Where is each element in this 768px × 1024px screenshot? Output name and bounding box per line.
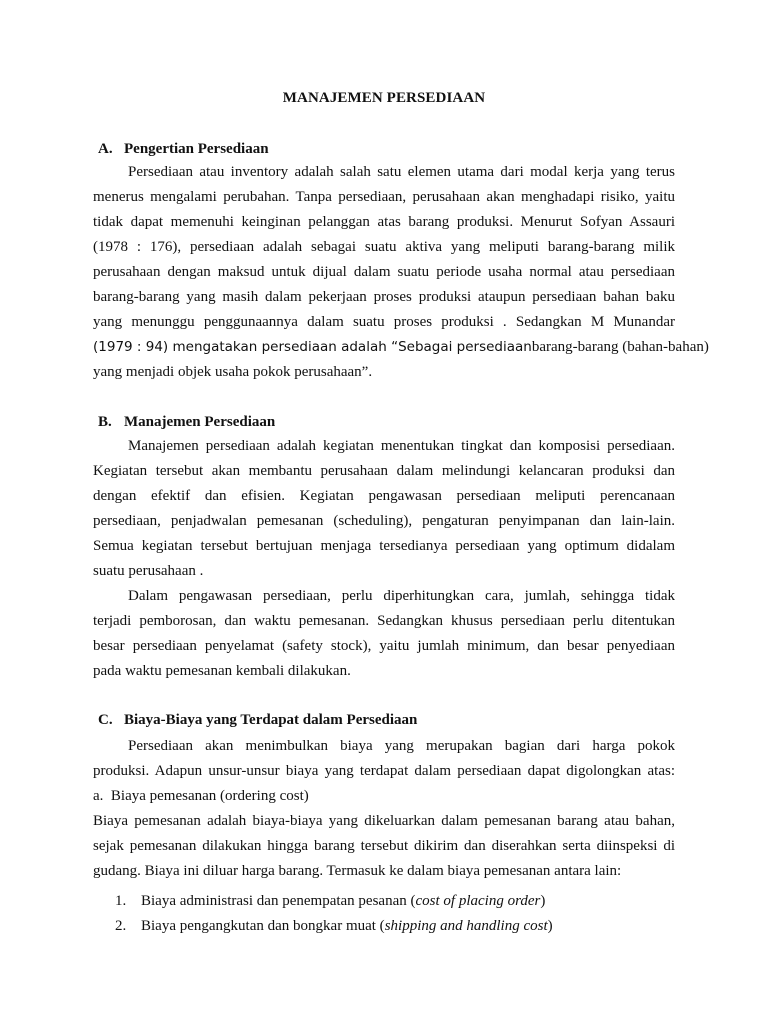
paragraph-line: Semua kegiatan tersebut bertujuan menjaga tersedianya persediaan yang optimum didalam xyxy=(93,538,675,554)
paragraph-line: Dalam pengawasan persediaan, perlu diperhitungkan cara, jumlah, sehingga tidak xyxy=(128,588,675,604)
document-title: MANAJEMEN PERSEDIAAN xyxy=(282,90,486,106)
paragraph-line: besar persediaan penyelamat (safety stock), yaitu jumlah minimum, dan besar penyediaan xyxy=(93,638,675,654)
paragraph-line: Biaya pemesanan adalah biaya-biaya yang dikeluarkan dalam pemesanan barang atau bahan, xyxy=(93,813,675,829)
paragraph-line: barang-barang yang masih dalam pekerjaan proses produksi ataupun persediaan bahan baku xyxy=(93,289,675,305)
list-emphasis: cost of placing order xyxy=(415,893,541,909)
paragraph-line: sejak pemesanan dilakukan hingga barang tersebut dikirim dan diserahkan serta diinspeksi di xyxy=(93,838,675,854)
section-c-title: Biaya-Biaya yang Terdapat dalam Persediaan xyxy=(124,712,418,728)
list-number: 2. xyxy=(115,918,127,934)
paragraph-line: Kegiatan tersebut akan membantu perusahaan dalam melindungi kelancaran produksi dan xyxy=(93,463,675,479)
paragraph-line: perusahaan dengan maksud untuk dijual dalam suatu periode usaha normal atau persediaan xyxy=(93,264,675,280)
paragraph-line: yang menunggu penggunaannya dalam suatu proses produksi . Sedangkan M Munandar xyxy=(93,314,675,330)
section-c-heading xyxy=(98,712,417,729)
paragraph-line: Persediaan atau inventory adalah salah satu elemen utama dari modal kerja yang terus xyxy=(128,164,675,180)
paragraph-line: (1978 : 176), persediaan adalah sebagai suatu aktiva yang meliputi barang-barang milik xyxy=(93,239,675,255)
paragraph-line: dengan efektif dan efisien. Kegiatan pengawasan persediaan meliputi perencanaan xyxy=(93,488,675,504)
section-b-letter: B. xyxy=(98,414,112,430)
list-text: Biaya pengangkutan dan bongkar muat ( xyxy=(141,918,385,934)
paragraph-line-mixed xyxy=(93,337,709,357)
section-a-heading xyxy=(98,141,269,158)
paragraph-line: pada waktu pemesanan kembali dilakukan. xyxy=(93,663,351,679)
quote-serif-text: barang-barang (bahan-bahan) xyxy=(531,339,709,355)
paragraph-line: terjadi pemborosan, dan waktu pemesanan. Sedangkan khusus persediaan perlu ditentukan xyxy=(93,613,675,629)
list-item xyxy=(115,891,545,911)
paragraph-line: suatu perusahaan . xyxy=(93,563,204,579)
quote-sans-text: (1979 : 94) mengatakan persediaan adalah “Sebagai persediaan xyxy=(93,339,532,355)
section-a-title: Pengertian Persediaan xyxy=(124,141,269,157)
list-text: Biaya administrasi dan penempatan pesanan ( xyxy=(141,893,416,909)
paragraph-line: produksi. Adapun unsur-unsur biaya yang terdapat dalam persediaan dapat digolongkan atas: xyxy=(93,763,675,779)
paragraph-line: persediaan, penjadwalan pemesanan (scheduling), pengaturan penyimpanan dan lain-lain. xyxy=(93,513,675,529)
paragraph-line: gudang. Biaya ini diluar harga barang. Termasuk ke dalam biaya pemesanan antara lain: xyxy=(93,863,622,879)
section-a-letter: A. xyxy=(98,141,113,157)
paragraph-line: Manajemen persediaan adalah kegiatan menentukan tingkat dan komposisi persediaan. xyxy=(128,438,675,454)
list-tail: ) xyxy=(547,918,553,934)
list-tail: ) xyxy=(540,893,546,909)
list-number: 1. xyxy=(115,893,127,909)
sub-item-heading: a. Biaya pemesanan (ordering cost) xyxy=(93,788,309,804)
paragraph-line: yang menjadi objek usaha pokok perusahaan”. xyxy=(93,364,373,380)
section-c-letter: C. xyxy=(98,712,113,728)
list-emphasis: shipping and handling cost xyxy=(384,918,548,934)
paragraph-line: Persediaan akan menimbulkan biaya yang merupakan bagian dari harga pokok xyxy=(128,738,675,754)
paragraph-line: menerus mengalami perubahan. Tanpa persediaan, perusahaan akan menghadapi risiko, yaitu xyxy=(93,189,675,205)
section-b-title: Manajemen Persediaan xyxy=(124,414,276,430)
section-b-heading xyxy=(98,414,275,431)
list-item xyxy=(115,916,553,936)
paragraph-line: tidak dapat memenuhi keinginan pelanggan atas barang produksi. Menurut Sofyan Assauri xyxy=(93,214,675,230)
